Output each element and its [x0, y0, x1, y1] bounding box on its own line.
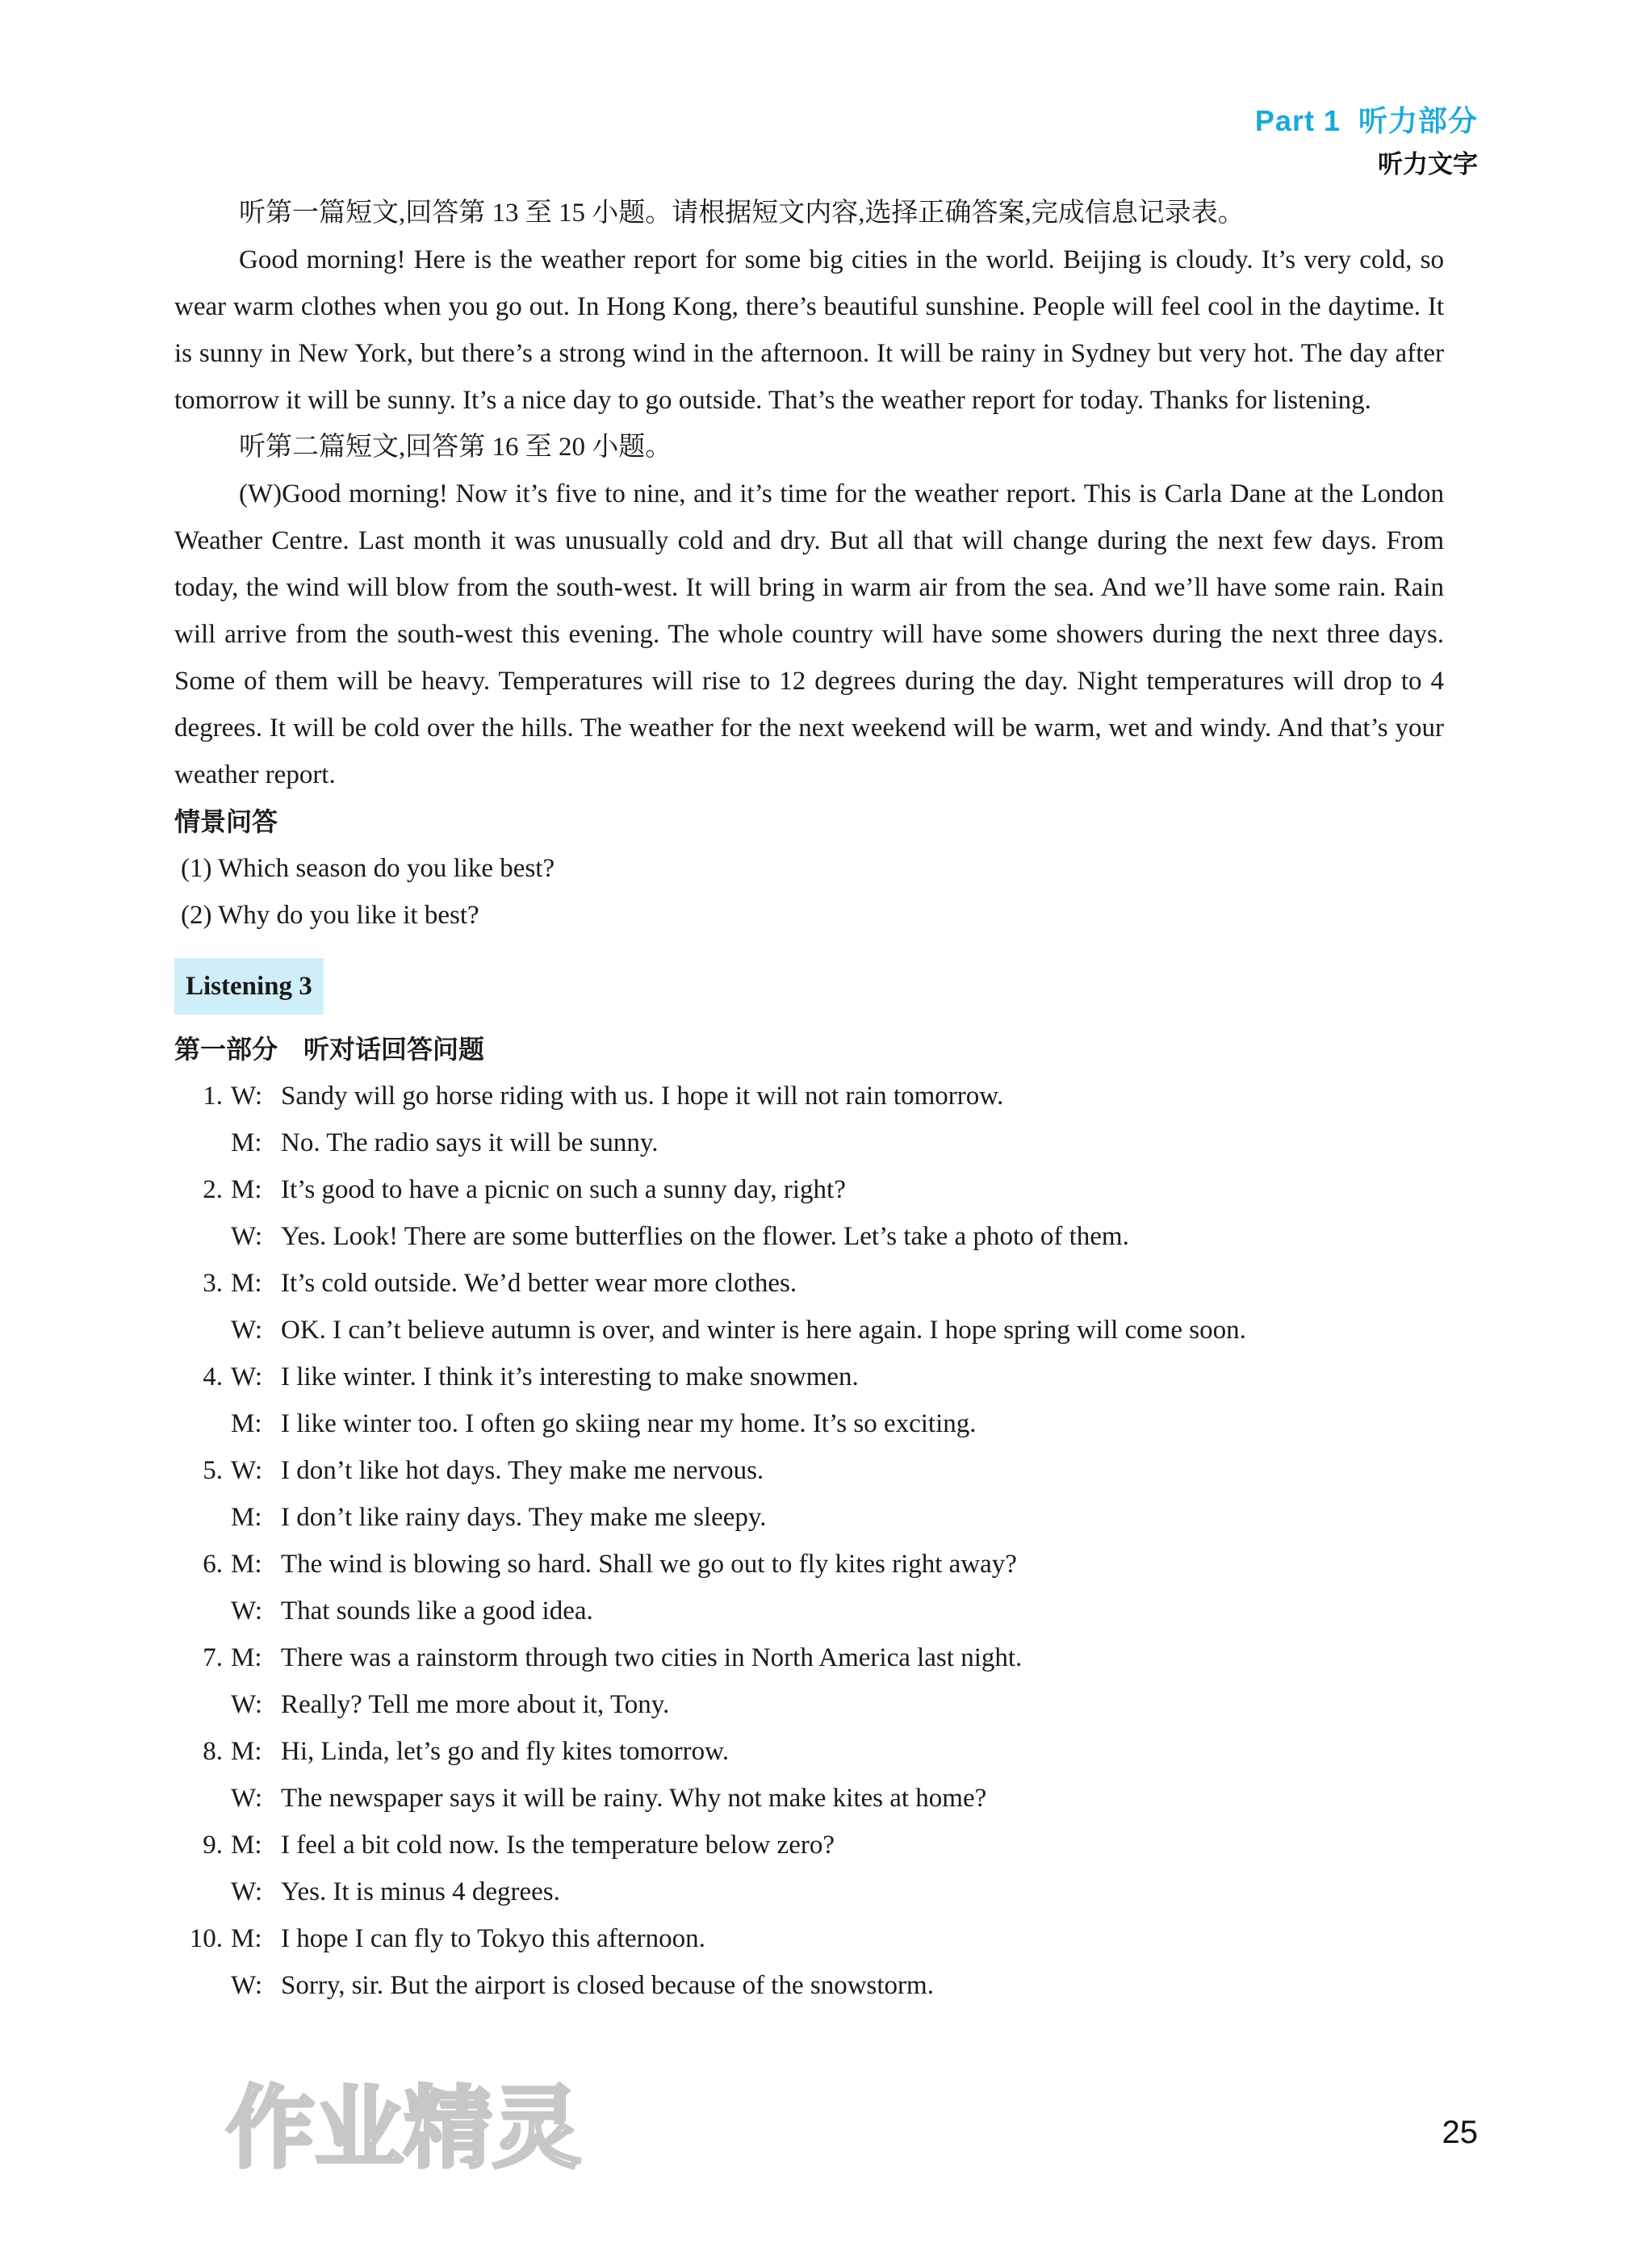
dialogue-list: [174, 1073, 1444, 2009]
dialogue-number: 2.: [203, 1175, 223, 1204]
dialogue-number: 8.: [203, 1737, 223, 1766]
page-number: 25: [1442, 2115, 1478, 2150]
speaker-label: W:: [231, 1596, 263, 1626]
scene-qa-title: 情景问答: [174, 807, 278, 836]
dialogue-line: [174, 1073, 1444, 1119]
dialogue-text: I hope I can fly to Tokyo this afternoon.: [281, 1924, 705, 1953]
dialogue-text: The newspaper says it will be rainy. Why not make kites at home?: [281, 1784, 987, 1813]
dialogue-number: [174, 1494, 223, 1541]
dialogue-number: [174, 1213, 223, 1260]
dialogue-text: Sandy will go horse riding with us. I hope it will not rain tomorrow.: [281, 1082, 1004, 1111]
dialogue-number: 5.: [203, 1456, 223, 1485]
scene-question: (1) Which season do you like best?: [181, 854, 555, 883]
dialogue-line: [174, 1588, 1444, 1634]
dialogue-number: [174, 1400, 223, 1447]
dialogue-text: Yes. It is minus 4 degrees.: [281, 1877, 560, 1906]
dialogue-number: 1.: [203, 1082, 223, 1111]
dialogue-number: 7.: [203, 1643, 223, 1672]
running-header: [1255, 98, 1478, 140]
passage2-text: (W)Good morning! Now it’s five to nine, and it’s time for the weather report. This is Carla Dane at the London Weather Centre. Last month it was unusually cold and dry. But all that will change during the next few days. From today, the wind will blow from the south-west. It will bring in warm air from the sea. And we’ll have some rain. Rain will arrive from the south-west this evening. The whole country will have some showers during the next three days. Some of them will be heavy. Temperatures will rise to 12 degrees during the day. Night temperatures will drop to 4 degrees. It will be cold over the hills. The weather for the next weekend will be warm, wet and windy. And that’s your weather report.: [174, 479, 1444, 789]
page-content: [174, 190, 1444, 2009]
dialogue-number: 6.: [203, 1550, 223, 1579]
dialogue-text: It’s good to have a picnic on such a sunny day, right?: [281, 1175, 846, 1204]
speaker-label: M:: [231, 1128, 262, 1157]
speaker-label: M:: [231, 1409, 262, 1438]
dialogue-number: [174, 1962, 223, 2009]
dialogue-text: Sorry, sir. But the airport is closed because of the snowstorm.: [281, 1971, 934, 2000]
section-subtitle: 听力文字: [1378, 150, 1478, 178]
dialogue-number: 3.: [203, 1269, 223, 1298]
dialogue-number: [174, 1681, 223, 1728]
dialogue-number: [174, 1775, 223, 1822]
dialogue-line: [174, 1775, 1444, 1822]
speaker-label: W:: [231, 1690, 263, 1719]
dialogue-line: [174, 1868, 1444, 1915]
dialogue-line: [174, 1915, 1444, 1962]
speaker-label: W:: [231, 1456, 263, 1485]
dialogue-text: I like winter. I think it’s interesting to make snowmen.: [281, 1362, 859, 1391]
part-title: 听力部分: [1358, 104, 1478, 137]
speaker-label: W:: [231, 1082, 263, 1111]
dialogue-text: Hi, Linda, let’s go and fly kites tomorrow.: [281, 1737, 730, 1766]
listening3-part-title: 第一部分 听对话回答问题: [174, 1035, 485, 1064]
watermark-logo: [218, 2066, 670, 2187]
dialogue-number: [174, 1307, 223, 1354]
speaker-label: M:: [231, 1831, 262, 1860]
dialogue-text: I don’t like hot days. They make me nervous.: [281, 1456, 764, 1485]
dialogue-text: I feel a bit cold now. Is the temperature below zero?: [281, 1831, 835, 1860]
dialogue-text: The wind is blowing so hard. Shall we go out to fly kites right away?: [281, 1550, 1017, 1579]
dialogue-number: 10.: [189, 1924, 223, 1953]
dialogue-line: [174, 1634, 1444, 1681]
speaker-label: W:: [231, 1971, 263, 2000]
dialogue-line: [174, 1681, 1444, 1728]
dialogue-text: No. The radio says it will be sunny.: [281, 1128, 659, 1157]
passage2-intro: 听第二篇短文,回答第 16 至 20 小题。: [239, 433, 672, 462]
dialogue-line: [174, 1354, 1444, 1400]
dialogue-text: I don’t like rainy days. They make me sleepy.: [281, 1503, 767, 1532]
passage1-text: Good morning! Here is the weather report for some big cities in the world. Beijing is cloudy. It’s very cold, so wear warm clothes when you go out. In Hong Kong, there’s beautiful sunshine. People will feel cool in the daytime. It is sunny in New York, but there’s a strong wind in the afternoon. It will be rainy in Sydney but very hot. The day after tomorrow it will be sunny. It’s a nice day to go outside. That’s the weather report for today. Thanks for listening.: [174, 245, 1444, 415]
dialogue-line: [174, 1213, 1444, 1260]
dialogue-line: [174, 1166, 1444, 1213]
speaker-label: W:: [231, 1316, 263, 1345]
speaker-label: W:: [231, 1784, 263, 1813]
dialogue-number: 4.: [203, 1362, 223, 1391]
speaker-label: M:: [231, 1550, 262, 1579]
speaker-label: M:: [231, 1269, 262, 1298]
dialogue-text: OK. I can’t believe autumn is over, and winter is here again. I hope spring will come soon.: [281, 1316, 1246, 1345]
part-label: Part 1: [1254, 104, 1341, 137]
scene-question: (2) Why do you like it best?: [181, 901, 479, 930]
dialogue-text: It’s cold outside. We’d better wear more clothes.: [281, 1269, 797, 1298]
dialogue-line: [174, 1260, 1444, 1307]
dialogue-text: There was a rainstorm through two cities in North America last night.: [281, 1643, 1023, 1672]
dialogue-number: [174, 1868, 223, 1915]
speaker-label: W:: [231, 1362, 263, 1391]
dialogue-text: Really? Tell me more about it, Tony.: [281, 1690, 670, 1719]
speaker-label: M:: [231, 1175, 262, 1204]
dialogue-line: [174, 1119, 1444, 1166]
dialogue-line: [174, 1728, 1444, 1775]
dialogue-line: [174, 1822, 1444, 1868]
dialogue-line: [174, 1962, 1444, 2009]
dialogue-line: [174, 1400, 1444, 1447]
watermark-text: 作业精灵: [226, 2077, 581, 2180]
dialogue-line: [174, 1307, 1444, 1354]
dialogue-number: 9.: [203, 1831, 223, 1860]
dialogue-line: [174, 1494, 1444, 1541]
dialogue-line: [174, 1447, 1444, 1494]
dialogue-number: [174, 1588, 223, 1634]
speaker-label: M:: [231, 1737, 262, 1766]
dialogue-line: [174, 1541, 1444, 1588]
dialogue-number: [174, 1119, 223, 1166]
speaker-label: M:: [231, 1643, 262, 1672]
listening3-banner: Listening 3: [174, 958, 324, 1015]
dialogue-text: Yes. Look! There are some butterflies on the flower. Let’s take a photo of them.: [281, 1222, 1129, 1251]
passage1-intro: 听第一篇短文,回答第 13 至 15 小题。请根据短文内容,选择正确答案,完成信息记录表。: [239, 199, 1245, 228]
speaker-label: M:: [231, 1924, 262, 1953]
speaker-label: W:: [231, 1877, 263, 1906]
dialogue-text: I like winter too. I often go skiing near my home. It’s so exciting.: [281, 1409, 977, 1438]
speaker-label: M:: [231, 1503, 262, 1532]
dialogue-text: That sounds like a good idea.: [281, 1596, 593, 1626]
speaker-label: W:: [231, 1222, 263, 1251]
